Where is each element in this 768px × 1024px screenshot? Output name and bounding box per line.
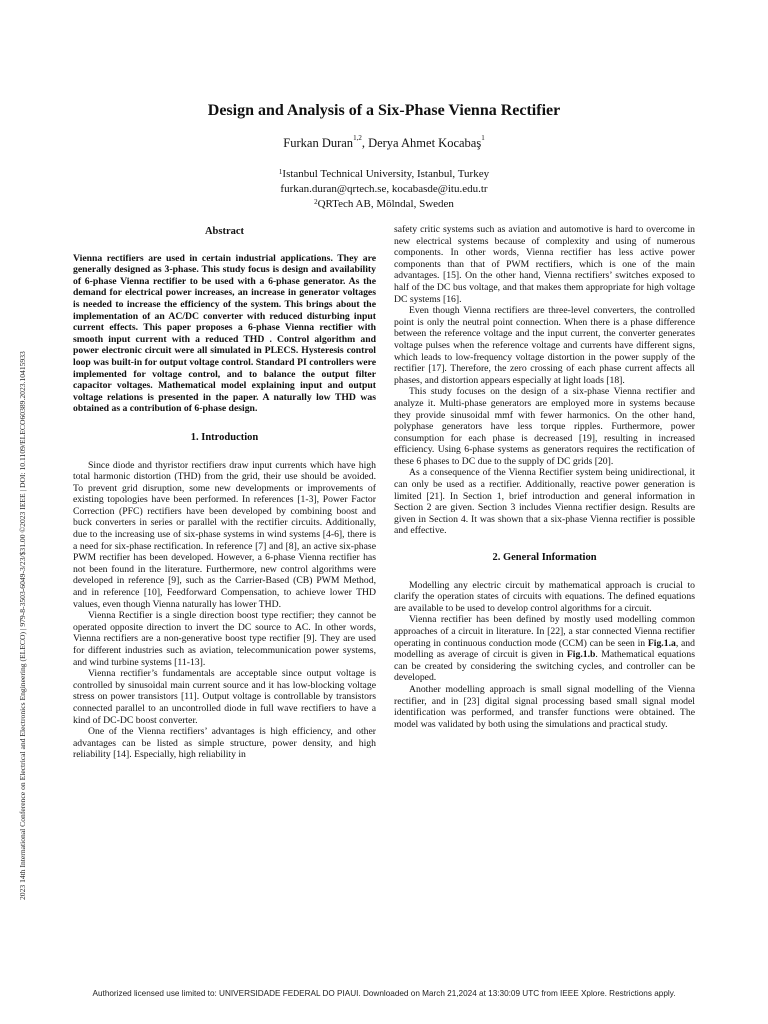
author-name: Derya Ahmet Kocabaş bbox=[368, 136, 482, 150]
author-name: Furkan Duran bbox=[283, 136, 354, 150]
paragraph: safety critic systems such as aviation and automotive is hard to overcome in new electrical systems because of complexity and using of numerous components. In other words, Vienna rectifier has less active power components than that of PWM rectifiers, which is one of the main advantages. [15]. On the other hand, Vienna rectifiers’ switches exposed to half of the DC bus voltage, and that makes them appropriate for high voltage DC systems [16]. bbox=[394, 224, 695, 305]
paragraph: Modelling any electric circuit by mathematical approach is crucial to clarify the operation states of circuits with equations. The defined equations are available to be used to develop control algorithms for a circuit. bbox=[394, 579, 695, 614]
affiliation-mark: 1 bbox=[278, 168, 283, 176]
paragraph: Since diode and thyristor rectifiers draw input currents which have high total harmonic distortion (THD) from the grid, their use should be avoided. To prevent grid disruption, some new developments or improvements of existing topologies have been performed. In references [1-3], Power Factor Correction (PFC) rectifiers have been developed by combining boost and buck converters in series or parallel with the rectifier circuits. Additionally, due to the increasing use of six-phase systems in wind systems [4-6], there is a need for six-phase rectification. In reference [7] and [8], an active six-phase PWM rectifier has been developed. However, a 6-phase Vienna rectifier has not been found in the literature. Furthermore, new control algorithms were developed in reference [9], such as the Carrier-Based (CB) PWM Method, and in reference [10], Feedforward Compensation, to achieve lower THD values, even though Vienna naturally has lower THD. bbox=[73, 459, 376, 610]
affiliation-mark: 2 bbox=[314, 198, 318, 206]
paragraph: Even though Vienna rectifiers are three-level converters, the controlled point is only the neutral point connection. When there is a phase difference between the reference voltage and the input current, the converter generates voltage pulses when the reference voltage and currents have different signs, which leads to low-frequency voltage distortion in the power supply of the rectifier [17]. Therefore, the zero crossing of each phase current affects all phases, and distortion appears especially at light loads [18]. bbox=[394, 305, 695, 386]
author-emails: furkan.duran@qrtech.se, kocabasde@itu.edu.tr bbox=[280, 183, 488, 195]
paragraph: As a consequence of the Vienna Rectifier system being unidirectional, it can only be used as a rectifier. Additionally, reactive power generation is limited [21]. In Section 1, brief introduction and general information in Section 2 are given. Section 3 includes Vienna rectifier design. Results are given in Section 4. It was shown that a six-phase Vienna rectifier is possible and effective. bbox=[394, 467, 695, 537]
affiliation-text: QRTech AB, Mölndal, Sweden bbox=[317, 198, 454, 210]
paragraph-text: . Mathematical equations can be created by considering the switching cycles, and controller can be developed. bbox=[394, 649, 695, 684]
author-affiliation-mark: 1 bbox=[481, 134, 485, 142]
doi-sidebar bbox=[8, 160, 28, 900]
paper-title: Design and Analysis of a Six-Phase Vienna Rectifier bbox=[207, 102, 561, 119]
paragraph: One of the Vienna rectifiers’ advantages is high efficiency, and other advantages can be listed as simple structure, power density, and high reliability [14]. Especially, high reliability in bbox=[73, 726, 376, 761]
affiliation-1 bbox=[0, 167, 768, 181]
paragraph bbox=[394, 614, 695, 684]
general-information-heading: 2. General Information bbox=[492, 552, 597, 564]
paragraph: This study focuses on the design of a six-phase Vienna rectifier and analyze it. Multi-phase generators are employed more in systems because they provide sinusoidal mmf with fewer harmonics. On the other hand, polyphase generators have less torque ripples. Furthermore, power consumption for each phase is decreased [19], resulting in increased efficiency. Using 6-phase systems as generators requires the rectification of these 6 phases to DC due to the supply of DC grids [20]. bbox=[394, 386, 695, 467]
paragraph: Vienna rectifier’s fundamentals are acceptable since output voltage is controlled by sinusoidal main current source and it has low-blocking voltage stress on power transistors [11]. Output voltage is controllable by transistors connected parallel to an uncontrolled diode in full wave rectifiers to have a kind of DC-DC boost converter. bbox=[73, 668, 376, 726]
affiliation-2 bbox=[0, 197, 768, 211]
paragraph: Vienna Rectifier is a single direction boost type rectifier; they cannot be operated opposite direction to invert the DC source to AC. In other words, Vienna rectifiers are a non-generative boost type rectifier [9]. They are used for different industries such as aviation, telecommunication power systems, and wind turbine systems [11-13]. bbox=[73, 610, 376, 668]
paragraph-text: , and modelling as average of circuit is given in bbox=[394, 637, 695, 661]
figure-reference: Fig.1.b bbox=[566, 649, 596, 661]
abstract-heading: Abstract bbox=[204, 226, 245, 237]
introduction-heading: 1. Introduction bbox=[190, 431, 259, 443]
author-separator: , bbox=[361, 136, 369, 150]
affiliation-text: Istanbul Technical University, Istanbul, Turkey bbox=[282, 168, 490, 180]
abstract-text: Vienna rectifiers are used in certain industrial applications. They are generally designed as 3-phase. This study focus is design and availability of 6-phase Vienna rectifier to be used with a 6-phase generator. As the demand for electrical power increases, an increase in generator voltages is needed to increase the efficiency of the system. This brings about the implementation of an AC/DC converter with reduced disturbing input current effects. This paper proposes a 6-phase Vienna rectifier with smooth input current with a reduced THD . Control algorithm and power electronic circuit were all simulated in PLECS. Hysteresis control loop was built-in for output voltage control. Standard PI controllers were implemented for voltage control, and to balance the output filter capacitor voltages. Mathematical model explaining input and output voltage relations is presented in the paper. A naturally low THD was obtained as a contribution of 6-phase design. bbox=[73, 252, 376, 415]
paragraph-text: Vienna rectifier has been defined by mostly used modelling common approaches of a circuit in literature. In [22], a star connected Vienna rectifier operating in continuous conduction mode (CCM) can be seen in bbox=[394, 614, 695, 649]
figure-reference: Fig.1.a bbox=[647, 637, 676, 649]
license-footer: Authorized licensed use limited to: UNIVERSIDADE FEDERAL DO PIAUI. Downloaded on March 21,2024 at 13:30:09 UTC from IEEE Xplore. Restrictions apply. bbox=[92, 989, 676, 998]
right-column bbox=[394, 224, 695, 730]
paragraph: Another modelling approach is small signal modelling of the Vienna rectifier, and in [23] digital signal processing based small signal model identification was performed, and transfer functions were obtained. The model was validated by both using the simulations and practical study. bbox=[394, 683, 695, 730]
doi-sidebar-text: 2023 14th International Conference on Electrical and Electronics Engineering (ELECO) | 979-8-3503-6049-3/23/$31.00 ©2023 IEEE | DOI: 10.1109/ELECO60389.2023.10415933 bbox=[18, 351, 27, 900]
author-line bbox=[0, 136, 768, 151]
author-affiliation-mark: 1,2 bbox=[353, 134, 362, 142]
left-column bbox=[73, 224, 376, 761]
